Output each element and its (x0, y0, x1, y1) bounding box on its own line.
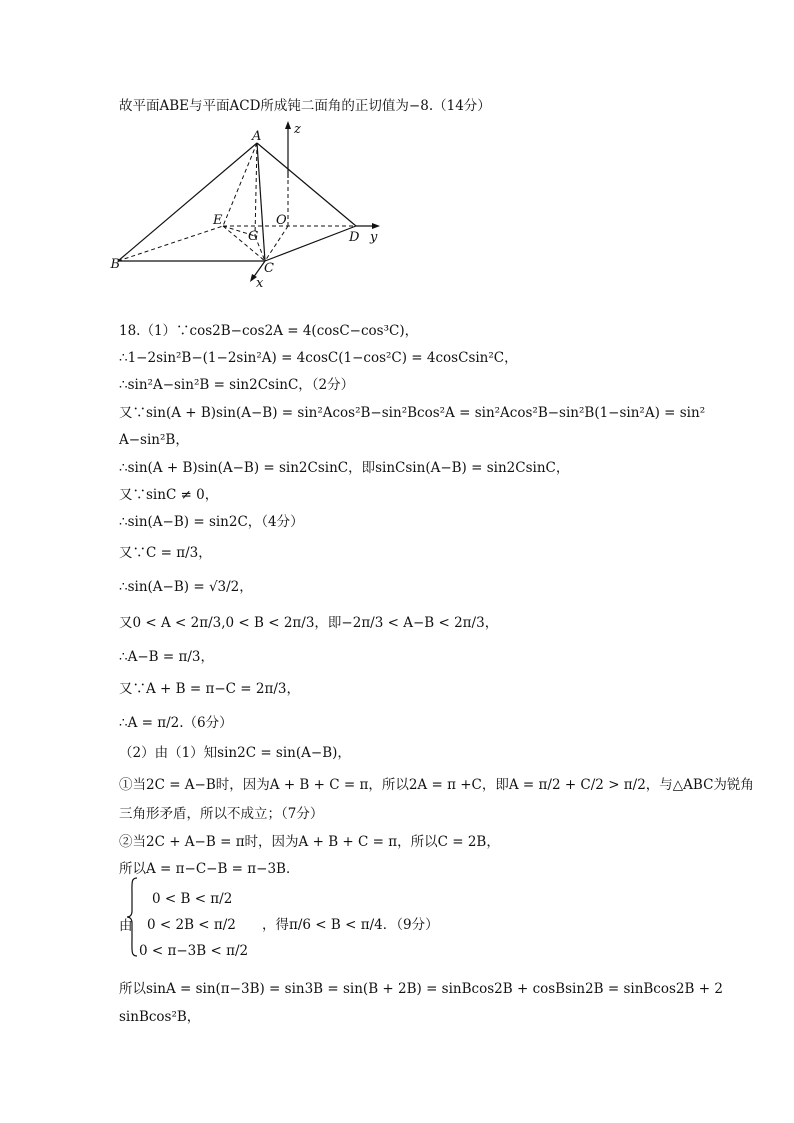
label-D: D (349, 230, 360, 245)
text-line-13: ∴A−B = π/3， (119, 649, 214, 665)
text-line-7: ∴sin(A + B)sin(A−B) = sin2CsinC，即sinCsin(A−B) = sin2CsinC， (119, 460, 570, 476)
label-x: x (256, 276, 264, 291)
text-line-18: 三角形矛盾，所以不成立；（7分） (119, 806, 324, 822)
system-brace (126, 877, 138, 957)
edge-AD (257, 143, 356, 226)
text-line-9: ∴sin(A−B) = sin2C，（4分） (119, 514, 304, 530)
text-line-15: ∴A = π/2.（6分） (119, 715, 233, 731)
text-line-17: ①当2C = A−B时，因为A + B + C = π，所以2A = π +C，即A = π/2 + C/2 > π/2，与△ABC为锐角 (119, 777, 754, 793)
axis-y-arrow (372, 223, 380, 229)
text-line-16: （2）由（1）知sin2C = sin(A−B)， (119, 745, 351, 761)
system-result: ，得π/6 < B < π/4．（9分） (262, 917, 439, 933)
label-y: y (370, 230, 378, 245)
edge-BE (118, 226, 223, 261)
edge-OC (265, 226, 288, 261)
edge-AB (118, 143, 257, 261)
text-line-14: 又∵A + B = π−C = 2π/3， (119, 681, 300, 697)
text-line-3: ∴1−2sin²B−(1−2sin²A) = 4cosC(1−cos²C) = 4cosCsin²C， (119, 350, 518, 366)
text-line-19: ②当2C + A−B = π时，因为A + B + C = π，所以C = 2B， (119, 834, 500, 850)
text-line-22: sinBcos²B， (119, 1009, 201, 1025)
text-line-12: 又0 < A < 2π/3,0 < B < 2π/3，即−2π/3 < A−B < 2π/3， (119, 615, 499, 631)
axis-z-arrow (285, 121, 291, 129)
label-E: E (213, 213, 223, 228)
text-line-11: ∴sin(A−B) = √3/2， (119, 579, 253, 595)
text-line-20: 所以A = π−C−B = π−3B． (119, 861, 300, 877)
pyramid-diagram (110, 118, 380, 293)
edge-AG (255, 143, 257, 236)
text-line-4: ∴sin²A−sin²B = sin2CsinC，（2分） (119, 377, 355, 393)
label-G: G (248, 229, 259, 244)
text-line-5: 又∵sin(A + B)sin(A−B) = sin²Acos²B−sin²Bcos²A = sin²Acos²B−sin²B(1−sin²A) = sin² (119, 405, 706, 421)
text-line-1: 故平面ABE与平面ACD所成钝二面角的正切值为−8.（14分） (119, 98, 491, 114)
system-prefix: 由 (119, 918, 133, 934)
label-B: B (110, 257, 120, 272)
text-line-6: A−sin²B， (119, 432, 189, 448)
edge-EC (223, 226, 265, 261)
text-line-2: 18.（1）∵cos2B−cos2A = 4(cosC−cos³C)， (119, 323, 419, 339)
label-C: C (264, 261, 274, 276)
text-line-10: 又∵C = π/3， (119, 545, 212, 561)
label-O: O (276, 213, 287, 228)
text-line-8: 又∵sinC ≠ 0， (119, 487, 219, 503)
text-line-21: 所以sinA = sin(π−3B) = sin3B = sin(B + 2B) = sinBcos2B + cosBsin2B = sinBcos2B + 2 (119, 981, 723, 997)
label-A: A (252, 129, 262, 144)
label-z: z (294, 122, 301, 137)
edge-AE (223, 143, 257, 226)
system-condition-2: 0 < 2B < π/2 (147, 917, 236, 933)
edge-CD (265, 226, 356, 261)
system-condition-1: 0 < B < π/2 (152, 891, 233, 907)
system-condition-3: 0 < π−3B < π/2 (139, 943, 249, 959)
